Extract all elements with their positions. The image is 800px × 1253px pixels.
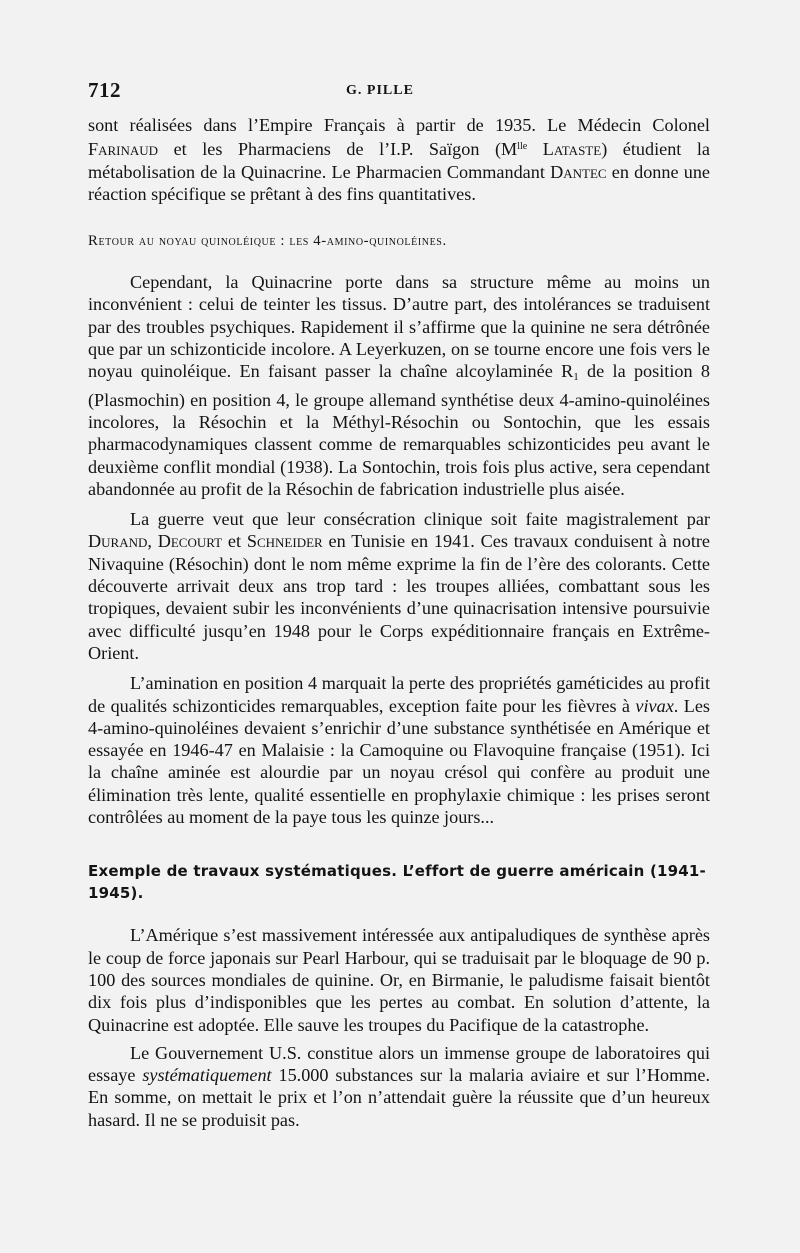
page-header [88, 74, 710, 114]
running-head: G. PILLE [346, 83, 414, 98]
italic-term: systématiquement [142, 1065, 272, 1086]
paragraph-2: Cependant, la Quinacrine porte dans sa structure même au moins un inconvénient : celui de teinter les tissus. D’autre part, des intolérances se traduisent par des troubles psychiques. Rapidement il s’affirme que la quinine ne sera détrônée que par un schizonticide incolore. A Leyerkuzen, on se tourne encore une fois vers le noyau quinoléique. En faisant passer la chaîne alcoylaminée $R_1$ de la position 8 (Plasmochin) en position 4, le groupe allemand synthétise deux 4-amino-quinoléines incolores, la Résochin et la Méthyl-Résochin ou Sontochin, que les essais pharmacodynamiques classent comme de remarquables schizonticides peu avant le deuxième conflit mondial (1938). La Sontochin, trois fois plus active, sera cependant abandonnée au profit de la Résochin de fabrication industrielle plus aisée. [88, 272, 710, 499]
paragraph-4: L’amination en position 4 marquait la perte des propriétés gaméticides au profit de qualités schizonticides remarquables, exception faite pour les fièvres à vivax. Les 4-amino-quinoléines devaient s’enrichir d’une substance synthétisée en Amérique et essayée en 1946-47 en Malaisie : la Camoquine ou Flavoquine française (1951). Ici la chaîne aminée est alourdie par un noyau crésol qui confère au produit une élimination très lente, qualité essentielle en prophylaxie chimique : les prises seront contrôlées au moment de la paye tous les quinze jours... [88, 673, 710, 828]
page-number: 712 [88, 78, 121, 102]
paragraph-6: Le Gouvernement U.S. constitue alors un immense groupe de laboratoires qui essaye systématiquement 15.000 substances sur la malaria aviaire et sur l’Homme. En somme, on mettait le prix et l’on n’attendait guère la réussite que d’un heureux hasard. Il ne se produisit pas. [88, 1042, 710, 1130]
author-name: Lataste [542, 139, 602, 160]
author-name: Durand [88, 531, 148, 552]
italic-term: vivax [635, 695, 674, 716]
author-name: Dantec [550, 161, 607, 182]
paragraph-5: L’Amérique s’est massivement intéressée aux antipaludiques de synthèse après le coup de force japonais sur Pearl Harbour, qui se traduisait par le bloquage de 90 p. 100 des sources mondiales de quinine. Or, en Birmanie, le paludisme faisait bientôt dix fois plus d’indisponibles que les pertes au combat. En solution d’attente, la Quinacrine est adoptée. Elle sauve les troupes du Pacifique de la catastrophe. [88, 925, 710, 1035]
document-page [88, 74, 710, 1131]
paragraph-1: sont réalisées dans l’Empire Français à partir de 1935. Le Médecin Colonel Farinaud et les Pharmaciens de l’I.P. Saïgon ($M^{lle}$ Lataste) étudient la métabolisation de la Quinacrine. Le Pharmacien Commandant Dantec en donne une réaction spécifique se prêtant à des fins quantitatives. [88, 115, 711, 204]
author-name: Farinaud [88, 139, 159, 160]
section-heading: Retour au noyau quinoléique : les 4-amino-quinoléines. [88, 233, 447, 250]
author-name: Decourt [157, 531, 223, 552]
author-name: Schneider [246, 531, 323, 552]
subsection-heading: Exemple de travaux systématiques. L’effort de guerre américain (1941-1945). [88, 862, 706, 903]
paragraph-3: La guerre veut que leur consécration clinique soit faite magistralement par Durand, Decourt et Schneider en Tunisie en 1941. Ces travaux conduisent à notre Nivaquine (Résochin) dont le nom même exprime la fin de l’ère des colorants. Cette découverte arrivait deux ans trop tard : les troupes alliées, combattant sous les tropiques, devaient subir les inconvénients d’une quinacrisation intensive poursuivie avec difficulté jusqu’en 1948 pour le Corps expéditionnaire français en Extrême-Orient. [88, 509, 710, 663]
